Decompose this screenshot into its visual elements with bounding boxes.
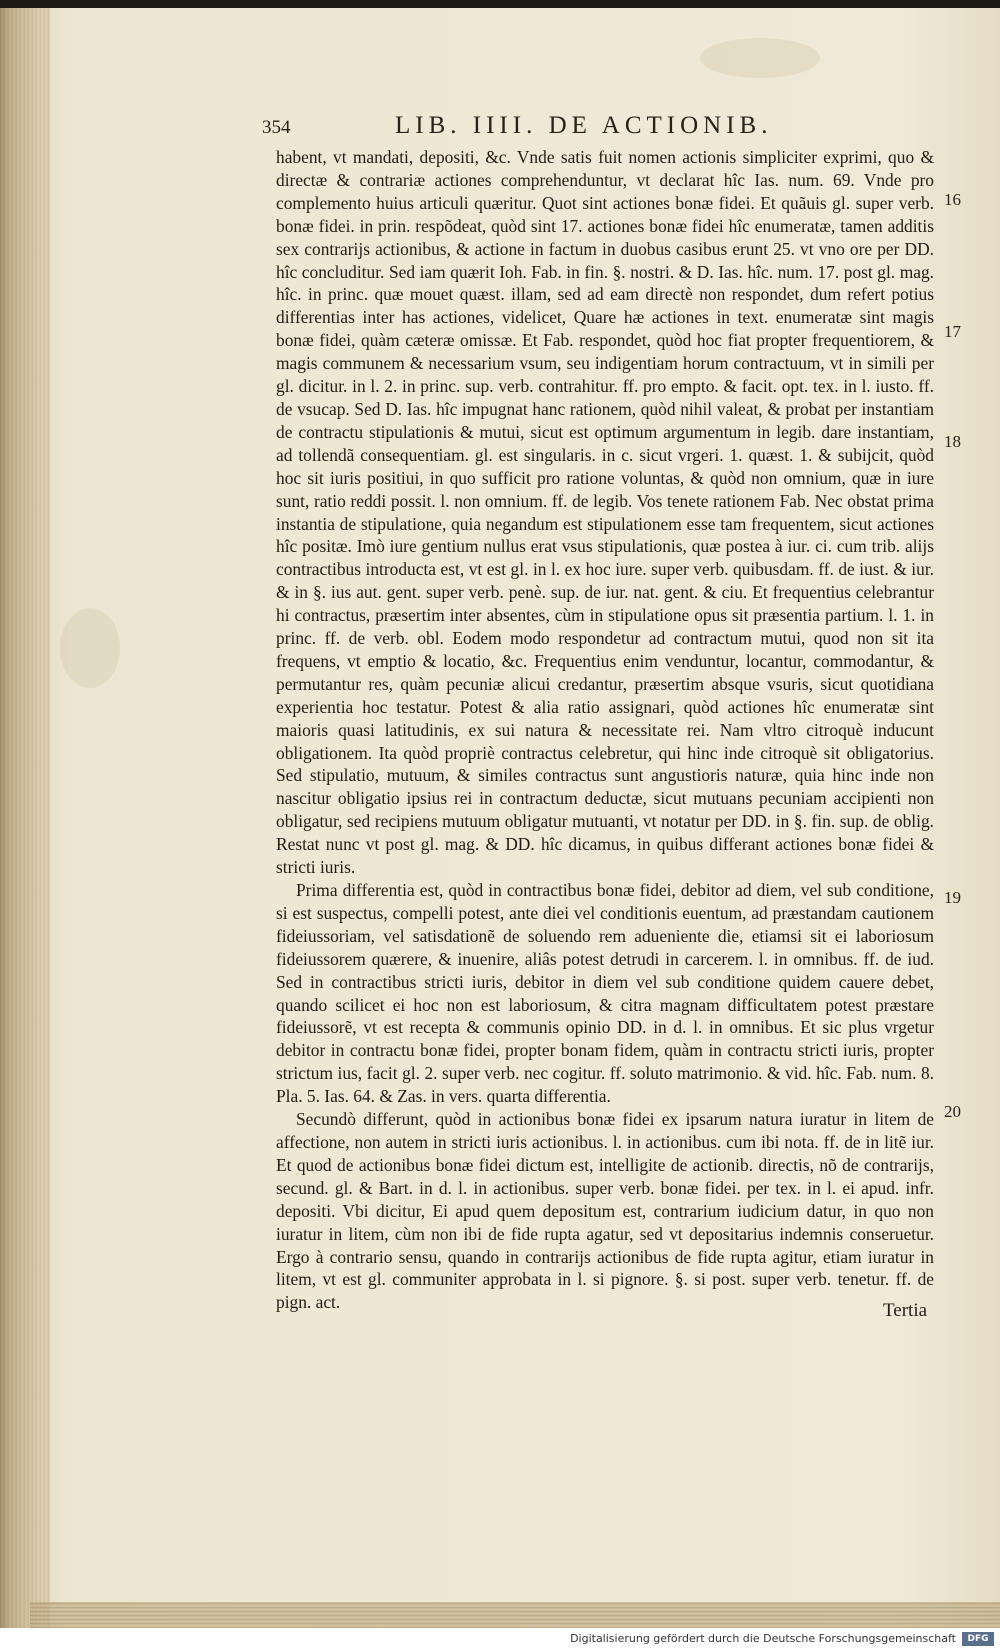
margin-number: 20 xyxy=(944,1102,961,1121)
main-text-block xyxy=(276,146,934,1314)
dfg-logo: DFG xyxy=(962,1632,994,1646)
footer-credit: Digitalisierung gefördert durch die Deutsche Forschungsgemeinschaft xyxy=(570,1632,956,1645)
catchword: Tertia xyxy=(883,1300,928,1321)
page-fore-edge xyxy=(0,8,50,1628)
text-paragraph: Secundò differunt, quòd in actionibus bonæ fidei ex ipsarum natura iuratur in litem de affectione, non autem in stricti iuris actionibus. l. in actionibus. cum ibi nota. ff. de in litẽ iur. Et quod de actionibus bonæ fidei dictum est, intelligite de actionib. directis, nõ de contrarijs, secund. gl. & Bart. in d. l. in actionibus. super verb. bonæ fidei. per tex. in l. ei apud. infr. depositi. Vbi dicitur, Ei apud quem depositum est, contrarium iudicium datur, in quo non iuratur in litem, cùm non ibi de fide rupta agatur, sed vt depositarius indemnis conseruetur. Ergo à contrario sensu, quando in contrarijs actionibus de fide rupta agitur, etiam iuratur in litem, vt est gl. communiter approbata in l. si pignore. §. si post. super verb. tenetur. ff. de pign. act. xyxy=(276,1109,934,1313)
margin-number: 18 xyxy=(944,432,961,451)
margin-number: 17 xyxy=(944,322,961,341)
paper-stain xyxy=(700,38,820,78)
text-paragraph: Prima differentia est, quòd in contractibus bonæ fidei, debitor ad diem, vel sub conditione, si est suspectus, compelli potest, ante diei vel conditionis euentum, ad præstandam cautionem fideiussoriam, vel satisdationẽ de soluendo rem adueniente die, etiamsi sit ei laboriosum fideiussorem quærere, & inuenire, aliâs potest detrudi in carcerem. l. in omnibus. ff. de iud. Sed in contractibus stricti iuris, debitor in diem vel sub conditione quidem cauere debet, quando scilicet ei hoc non est laboriosum, & citra magnam difficultatem potest præstare fideiussorẽ, vt est recepta & communis opinio DD. in d. l. in omnibus. Et sic plus vrgetur debitor in contractu bonæ fidei, propter bonam fidem, quàm in contractu stricti iuris, propter strictum ius, facit gl. 2. super verb. nec cogitur. ff. soluto matrimonio. & vid. hîc. Fab. num. 8. Pla. 5. Ias. 64. & Zas. in vers. quarta differentia. xyxy=(276,880,934,1107)
margin-number: 19 xyxy=(944,888,961,907)
page-bottom-edge xyxy=(30,1602,1000,1628)
running-title: LIB. IIII. DE ACTIONIB. xyxy=(395,112,773,139)
page-number: 354 xyxy=(262,117,291,138)
paper-stain xyxy=(60,608,120,688)
margin-number: 16 xyxy=(944,190,961,209)
text-paragraph: habent, vt mandati, depositi, &c. Vnde satis fuit nomen actionis simpliciter exprimi, quo & directæ & contrariæ actiones comprehenduntur, vt declarat hîc Ias. num. 69. Vnde pro complemento huius articuli quæritur. Quot sint actiones bonæ fidei. Et quãuis gl. super verb. bonæ fidei. in prin. respõdeat, quòd sint 17. actiones bonæ fidei hîc enumeratæ, tamen additis sex contrarijs actionibus, & actione in factum in duobus casibus erunt 25. vt vno ore per DD. hîc concluditur. Sed iam quærit Ioh. Fab. in fin. §. nostri. & D. Ias. hîc. num. 17. post gl. mag. hîc. in princ. quæ mouet quæst. illam, sed ad eam directè non respondet, dum refert potius differentias inter has actiones, videlicet, Quare hæ actiones in text. enumeratæ sint magis bonæ fidei, quàm cæteræ omissæ. Et Fab. respondet, quòd hoc fiat propter frequentiorem, & magis communem & necessarium vsum, seu indigentiam horum contractuum, vt in simili per gl. dicitur. in l. 2. in princ. sup. verb. contrahitur. ff. pro empto. & facit. opt. tex. in l. iusto. ff. de vsucap. Sed D. Ias. hîc impugnat hanc rationem, quòd nihil valeat, & probat per instantiam de contractu stipulationis & mutui, sicut est optimum argumentum in legib. dare instantiam, ad tollendã consequentiam. gl. est singularis. in c. sicut vrgeri. 1. quæst. 1. & subijcit, quòd hoc sit iuris positiui, in quo sufficit pro ratione voluntas, & quòd non omnium, quæ in iure sunt, ratio reddi possit. l. non omnium. ff. de legib. Vos tenete rationem Fab. Nec obstat prima instantia de stipulatione, quia negandum est stipulationem esse tam frequentem, sicut actiones hîc positæ. Imò iure gentium nullus erat vsus stipulationis, quæ postea à iur. ci. cum trib. alijs contractibus introducta est, vt est gl. in l. ex hoc iure. super verb. quibusdam. ff. de iust. & iur. & in §. ius aut. gent. super verb. penè. sup. de iur. nat. gent. & ciu. Et frequentius celebrantur hi contractus, præsertim inter absentes, cùm in stipulatione opus sit præsentia partium. l. 1. in princ. ff. de verb. obl. Eodem modo respondetur ad contractum mutui, quod non sit ita frequens, vt emptio & locatio, &c. Frequentius enim venduntur, locantur, commodantur, & permutantur res, quàm pecuniæ alicui credantur, præsertim absque vsuris, sicut quotidiana experientia hoc testatur. Potest & alia ratio assignari, quòd actiones hîc enumeratæ sint maioris quasi latitudinis, ex sui natura & necessitate rei. Nam vltro citroquè inducunt obligationem. Ita quòd propriè contractus celebretur, qui hinc inde citroquè sit obligatorius. Sed stipulatio, mutuum, & similes contractus sunt angustioris naturæ, quia hinc inde non nascitur obligatio ipsius rei in contractum deductæ, sicut mutuans pecuniam accipienti non obligatur, sed recipiens mutuum obligatur mutuanti, vt notatur per DD. in §. fin. sup. de oblig. Restat nunc vt post gl. mag. & DD. hîc dicamus, in quibus differant actiones bonæ fidei & stricti iuris. xyxy=(276,147,934,878)
